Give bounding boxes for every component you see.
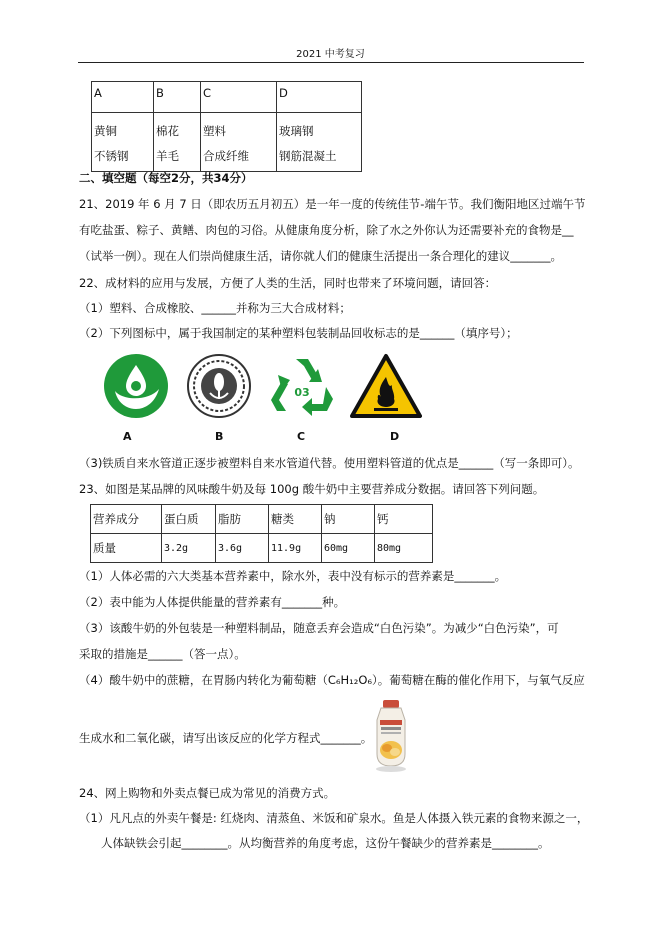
q21-line-2: 有吃盐蛋、粽子、黄鳝、肉包的习俗。从健康角度分析，除了水之外你认为还需要补充的食物是__ [79,223,574,237]
nutrition-table [90,504,433,563]
table-cell: 3.6g [216,534,269,563]
q22-part-1: （1）塑料、合成橡胶、______并称为三大合成材料； [79,301,351,315]
table-row [91,505,433,534]
flammable-warning-icon [350,353,422,419]
q23-part-2: （2）表中能为人体提供能量的营养素有_______种。 [79,595,346,609]
table-cell: D [277,82,362,113]
section-title: 二、填空题（每空2分，共34分） [79,171,253,185]
table-cell: 钙 [375,505,433,534]
table-cell: 棉花 羊毛 [154,113,201,172]
table-cell: 营养成分 [91,505,162,534]
q24-part-1a: （1）凡凡点的外卖午餐是: 红烧肉、清蒸鱼、米饭和矿泉水。鱼是人体摄入铁元素的食物来源之一， [79,811,589,825]
q23-intro: 23、如图是某品牌的风味酸牛奶及每 100g 酸牛奶中主要营养成分数据。请回答下列问题。 [79,482,545,496]
q24-intro: 24、网上购物和外卖点餐已成为常见的消费方式。 [79,786,336,800]
q23-part-1: （1）人体必需的六大类基本营养素中，除水外，表中没有标示的营养素是_______。 [79,569,507,583]
q23-part-4a: （4）酸牛奶中的蔗糖，在胃肠内转化为葡萄糖（C₆H₁₂O₆）。葡萄糖在酶的催化作用下，与氧气反应 [79,673,585,687]
table-cell: 脂肪 [216,505,269,534]
page-header-title: 2021 中考复习 [296,49,365,60]
table-cell: 蛋白质 [162,505,216,534]
table-cell: 11.9g [269,534,322,563]
water-saving-icon [103,353,169,419]
table-cell: 糖类 [269,505,322,534]
q21-line-1: 21、2019 年 6 月 7 日（即农历五月初五）是一年一度的传统佳节-端午节。我们衡阳地区过端午节 [79,197,586,211]
table-row [91,534,433,563]
table-cell: 玻璃钢 钢筋混凝土 [277,113,362,172]
table-cell: 质量 [91,534,162,563]
table-cell: A [92,82,154,113]
q22-intro: 22、成材料的应用与发展，方便了人类的生活，同时也带来了环境问题，请回答： [79,276,497,290]
recycle-code: 03 [294,386,310,399]
q21-line-3: （试举一例）。现在人们崇尚健康生活，请你就人们的健康生活提出一条合理化的建议_______。 [79,249,562,263]
option-label: B [215,430,224,443]
table-cell: 80mg [375,534,433,563]
table-cell: C [201,82,277,113]
table-cell: B [154,82,201,113]
table-cell: 钠 [322,505,375,534]
q24-part-1b: 人体缺铁会引起________。从均衡营养的角度考虑，这份午餐缺少的营养素是________。 [101,836,550,850]
green-food-badge-icon [186,353,252,419]
q22-part-2: （2）下列图标中，属于我国制定的某种塑料包装制品回收标志的是______（填序号）； [79,326,518,340]
recycle-icon [266,353,338,419]
option-label: D [390,430,400,443]
table-cell: 60mg [322,534,375,563]
table-cell: 塑料 合成纤维 [201,113,277,172]
q23-part-4b: 生成水和二氧化碳，请写出该反应的化学方程式_______。 [79,731,373,745]
option-label: C [297,430,306,443]
q23-part-3b: 采取的措施是______（答一点）。 [79,647,246,661]
table-cell: 3.2g [162,534,216,563]
header-divider [78,62,584,63]
option-label: A [123,430,132,443]
material-table [91,81,362,172]
table-cell: 黄铜 不锈钢 [92,113,154,172]
q23-part-3a: （3）该酸牛奶的外包装是一种塑料制品，随意丢弃会造成“白色污染”。为减少“白色污染”，可 [79,621,559,635]
q22-part-3: （3)铁质自来水管道正逐步被塑料自来水管道代替。使用塑料管道的优点是______（写一条即可）。 [79,456,580,470]
yogurt-bottle-image [367,698,415,774]
